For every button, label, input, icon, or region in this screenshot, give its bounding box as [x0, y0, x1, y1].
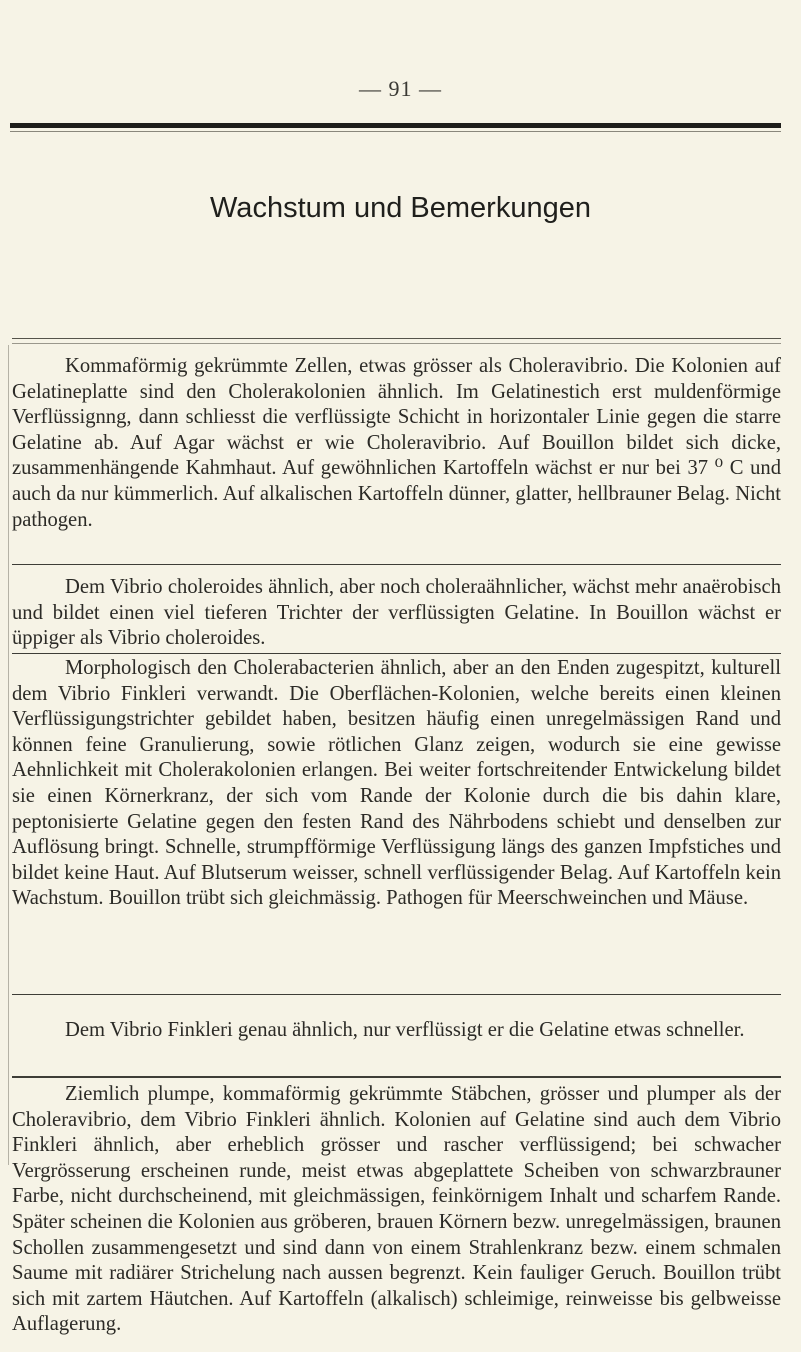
entry-2: Dem Vibrio choleroides ähnlich, aber noch choleraähnlicher, wächst mehr anaërobisch und bildet einen viel tieferen Trichter der verflüssigten Gelatine. In Bouillon wächst er üppiger als Vibrio choleroides. — [12, 576, 781, 650]
entry-3: Morphologisch den Cholerabacterien ähnlich, aber an den Enden zugespitzt, kulturell dem Vibrio Finkleri verwandt. Die Oberflächen-Kolonien, welche bereits einen kleinen Verflüssigungstrichter gebildet haben, besitzen häufig einen unregelmässigen Rand und können feine Granulierung, sowie rötlichen Glanz zeigen, wodurch sie eine gewisse Aehnlichkeit mit Cholerakolonien erlangen. Bei weiter fortschreitender Entwickelung bildet sie einen Körnerkranz, der sich vom Rande der Kolonie durch die bis dahin klare, peptonisierte Gelatine gegen den festen Rand des Nährbodens schiebt und denselben zur Auflösung bringt. Schnelle, strumpfförmige Verflüssigung längs des ganzen Impfstiches und bildet keine Haut. Auf Blutserum weisser, schnell verflüssigender Belag. Auf Kartoffeln kein Wachstum. Bouillon trübt sich gleichmässig. Pathogen für Meerschweinchen und Mäuse. — [12, 657, 781, 910]
margin-line — [8, 345, 9, 1165]
section-title: Wachstum und Bemerkungen — [210, 192, 591, 224]
title-rule-secondary — [12, 343, 781, 344]
entry-5: Ziemlich plumpe, kommaförmig gekrümmte Stäbchen, grösser und plumper als der Choleravibrio, dem Vibrio Finkleri ähnlich. Kolonien auf Gelatine sind auch dem Vibrio Finkleri ähnlich, aber erheblich grösser und rascher verflüssigend; bei schwacher Vergrösserung erscheinen runde, meist etwas abgeplattete Scheiben von schwarzbrauner Farbe, nicht durchscheinend, mit gleichmässigen, feinkörnigem Inhalt und scharfem Rande. Später scheinen die Kolonien aus gröberen, brauen Körnern bezw. unregelmässigen, braunen Schollen zusammengesetzt und sind dann von einem Strahlenkranz bezw. einem schmalen Saume mit radiärer Strichelung nach aussen begrenzt. Kein fauliger Geruch. Bouillon trübt sich mit zartem Häutchen. Auf Kartoffeln (alkalisch) schleimige, reinweisse bis gelbweisse Auflagerung. — [12, 1083, 781, 1336]
page-number: — 91 — — [359, 76, 442, 101]
entry-4: Dem Vibrio Finkleri genau ähnlich, nur verflüssigt er die Gelatine etwas schneller. — [65, 1019, 745, 1041]
entry-1: Kommaförmig gekrümmte Zellen, etwas grösser als Choleravibrio. Die Kolonien auf Gelatineplatte sind den Cholerakolonien ähnlich. Im Gelatinestich erst muldenförmige Verflüssignng, dann schliesst die verflüssigte Schicht in horizontaler Linie gegen die starre Gelatine ab. Auf Agar wächst er wie Choleravibrio. Auf Bouillon bildet sich dicke, zusammenhängende Kahmhaut. Auf gewöhnlichen Kartoffeln wächst er nur bei 37 ⁰ C und auch da nur kümmerlich. Auf alkalischen Kartoffeln dünner, glatter, hellbrauner Belag. Nicht pathogen. — [12, 355, 781, 531]
header-rule-thin — [10, 131, 781, 132]
entry-divider-4 — [12, 1076, 781, 1078]
entry-divider-1 — [12, 564, 781, 565]
header-rule — [10, 123, 781, 128]
title-rule — [12, 338, 781, 339]
entry-divider-2 — [12, 653, 781, 654]
entry-divider-3 — [12, 994, 781, 995]
